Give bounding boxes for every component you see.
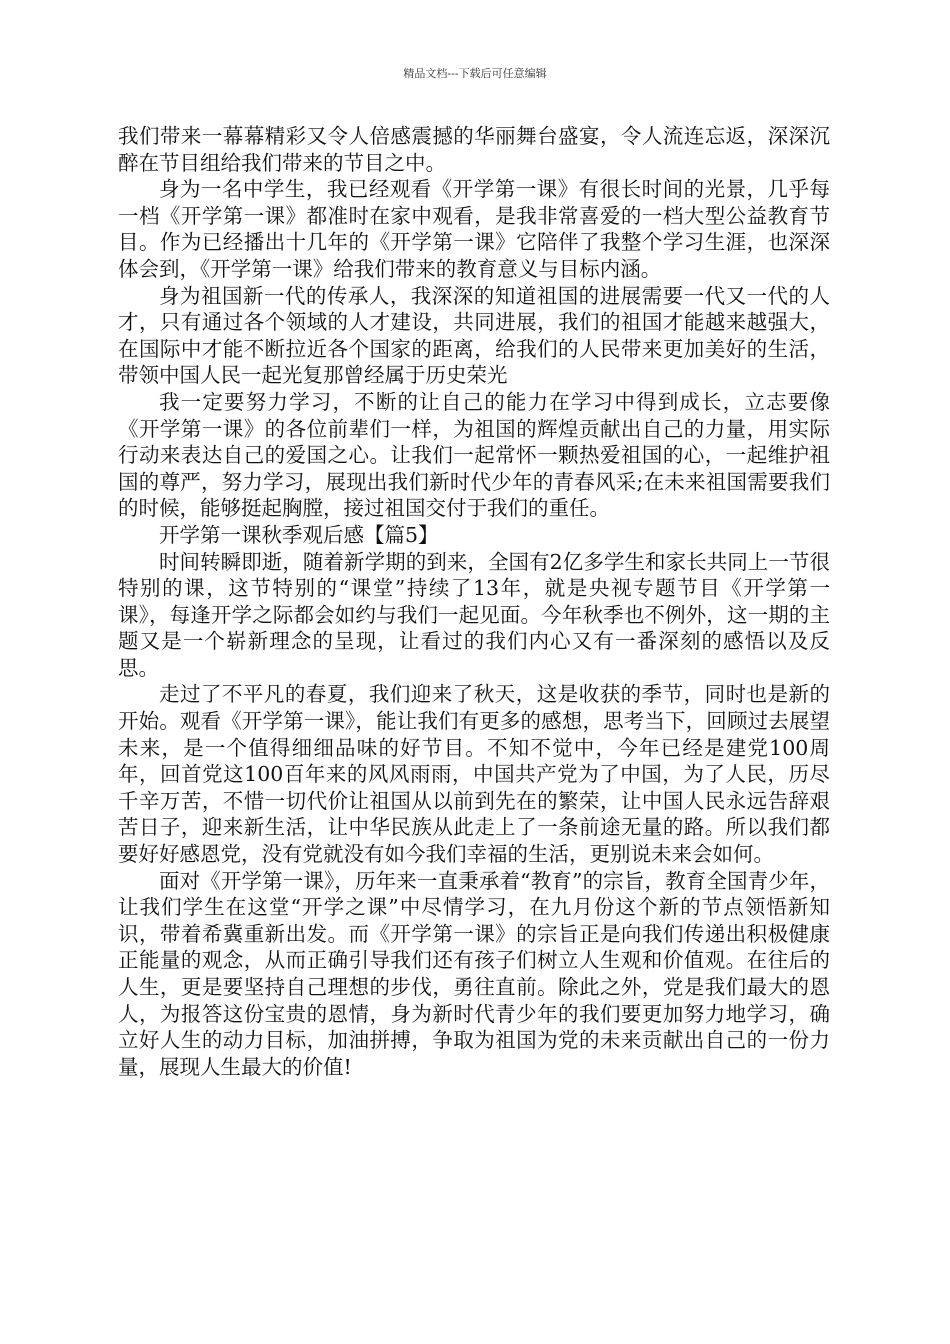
page-header: 精品文档---下载后可任意编辑 xyxy=(403,67,547,80)
paragraph: 我一定要努力学习，不断的让自己的能力在学习中得到成长，立志要像《开学第一课》的各位前辈们一样，为祖国的辉煌贡献出自己的力量，用实际行动来表达自己的爱国之心。让我们一起常怀一颗热爱祖国的心，一起维护祖国的尊严，努力学习，展现出我们新时代少年的青春风采;在未来祖国需要我们的时候，能够挺起胸膛，接过祖国交付于我们的重任。 xyxy=(118,389,830,521)
paragraph: 走过了不平凡的春夏，我们迎来了秋天，这是收获的季节，同时也是新的开始。观看《开学第一课》，能让我们有更多的感想，思考当下，回顾过去展望未来，是一个值得细细品味的好节目。不知不觉中，今年已经是建党100周年，回首党这100百年来的风风雨雨，中国共产党为了中国，为了人民，历尽千辛万苦，不惜一切代价让祖国从以前到先在的繁荣，让中国人民永远告辞艰苦日子，迎来新生活，让中华民族从此走上了一条前途无量的路。所以我们都要好好感恩党，没有党就没有如今我们幸福的生活，更别说未来会如何。 xyxy=(118,682,830,867)
paragraph: 时间转瞬即逝，随着新学期的到来，全国有2亿多学生和家长共同上一节很特别的课，这节特别的“课堂”持续了13年，就是央视专题节目《开学第一课》，每逢开学之际都会如约与我们一起见面。今年秋季也不例外，这一期的主题又是一个崭新理念的呈现，让看过的我们内心又有一番深刻的感悟以及反思。 xyxy=(118,549,830,680)
paragraph-continued: 我们带来一幕幕精彩又令人倍感震撼的华丽舞台盛宴，令人流连忘返，深深沉醉在节目组给我们带来的节目之中。 xyxy=(118,124,830,175)
paragraph: 面对《开学第一课》，历年来一直秉承着“教育”的宗旨，教育全国青少年，让我们学生在这堂“开学之课”中尽情学习，在九月份这个新的节点领悟新知识，带着希冀重新出发。而《开学第一课》的宗旨正是向我们传递出积极健康正能量的观念，从而正确引导我们还有孩子们树立人生观和价值观。在往后的人生，更是要坚持自己理想的步伐，勇往直前。除此之外，党是我们最大的恩人，为报答这份宝贵的恩情，身为新时代青少年的我们要更加努力地学习，确立好人生的动力目标，加油拼搏，争取为祖国为党的未来贡献出自己的一份力量，展现人生最大的价值! xyxy=(118,868,830,1079)
section-heading: 开学第一课秋季观后感【篇5】 xyxy=(159,522,439,547)
paragraph: 身为祖国新一代的传承人，我深深的知道祖国的进展需要一代又一代的人才，只有通过各个领域的人才建设，共同进展，我们的祖国才能越来越强大，在国际中才能不断拉近各个国家的距离，给我们的人民带来更加美好的生活，带领中国人民一起光复那曾经属于历史荣光 xyxy=(118,283,830,388)
document-body xyxy=(118,123,830,1080)
paragraph: 身为一名中学生，我已经观看《开学第一课》有很长时间的光景，几乎每一档《开学第一课》都准时在家中观看，是我非常喜爱的一档大型公益教育节目。作为已经播出十几年的《开学第一课》它陪伴了我整个学习生涯，也深深体会到，《开学第一课》给我们带来的教育意义与目标内涵。 xyxy=(118,177,830,281)
